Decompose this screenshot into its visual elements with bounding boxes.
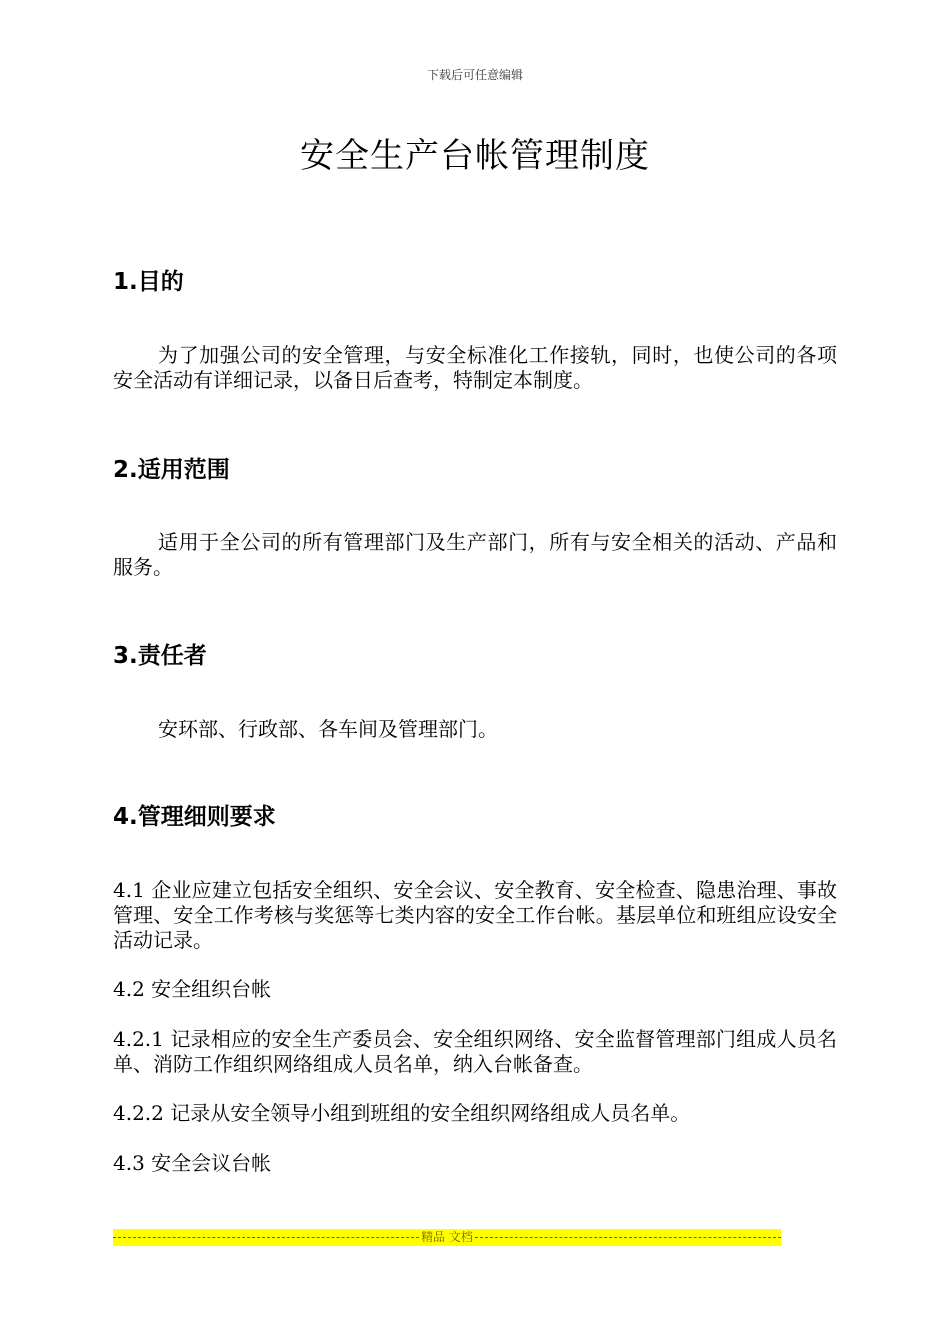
paragraph-purpose: 为了加强公司的安全管理，与安全标准化工作接轨，同时，也使公司的各项安全活动有详细记录，以备日后查考，特制定本制度。 (113, 343, 837, 392)
section-heading-scope: 2.适用范围 (113, 457, 230, 483)
paragraph-4-2-1: 4.2.1 记录相应的安全生产委员会、安全组织网络、安全监督管理部门组成人员名单、消防工作组织网络组成人员名单，纳入台帐备查。 (113, 1027, 837, 1076)
paragraph-4-2: 4.2 安全组织台帐 (113, 977, 272, 1001)
paragraph-4-3: 4.3 安全会议台帐 (113, 1151, 272, 1175)
footer-banner (113, 1229, 781, 1246)
paragraph-4-1: 4.1 企业应建立包括安全组织、安全会议、安全教育、安全检查、隐患治理、事故管理、安全工作考核与奖惩等七类内容的安全工作台帐。基层单位和班组应设安全活动记录。 (113, 878, 837, 952)
footer-dashes-left (113, 1229, 419, 1246)
document-title: 安全生产台帐管理制度 (300, 136, 650, 176)
section-heading-responsible: 3.责任者 (113, 643, 207, 669)
section-heading-purpose: 1.目的 (113, 269, 184, 295)
footer-dashes-right (475, 1229, 781, 1246)
section-heading-rules: 4.管理细则要求 (113, 804, 276, 830)
paragraph-4-2-2: 4.2.2 记录从安全领导小组到班组的安全组织网络组成人员名单。 (113, 1101, 691, 1125)
paragraph-scope: 适用于全公司的所有管理部门及生产部门，所有与安全相关的活动、产品和服务。 (113, 530, 837, 579)
header-note: 下载后可任意编辑 (426, 68, 523, 82)
paragraph-responsible: 安环部、行政部、各车间及管理部门。 (158, 717, 498, 741)
footer-label: 精品 文档 (421, 1230, 473, 1244)
